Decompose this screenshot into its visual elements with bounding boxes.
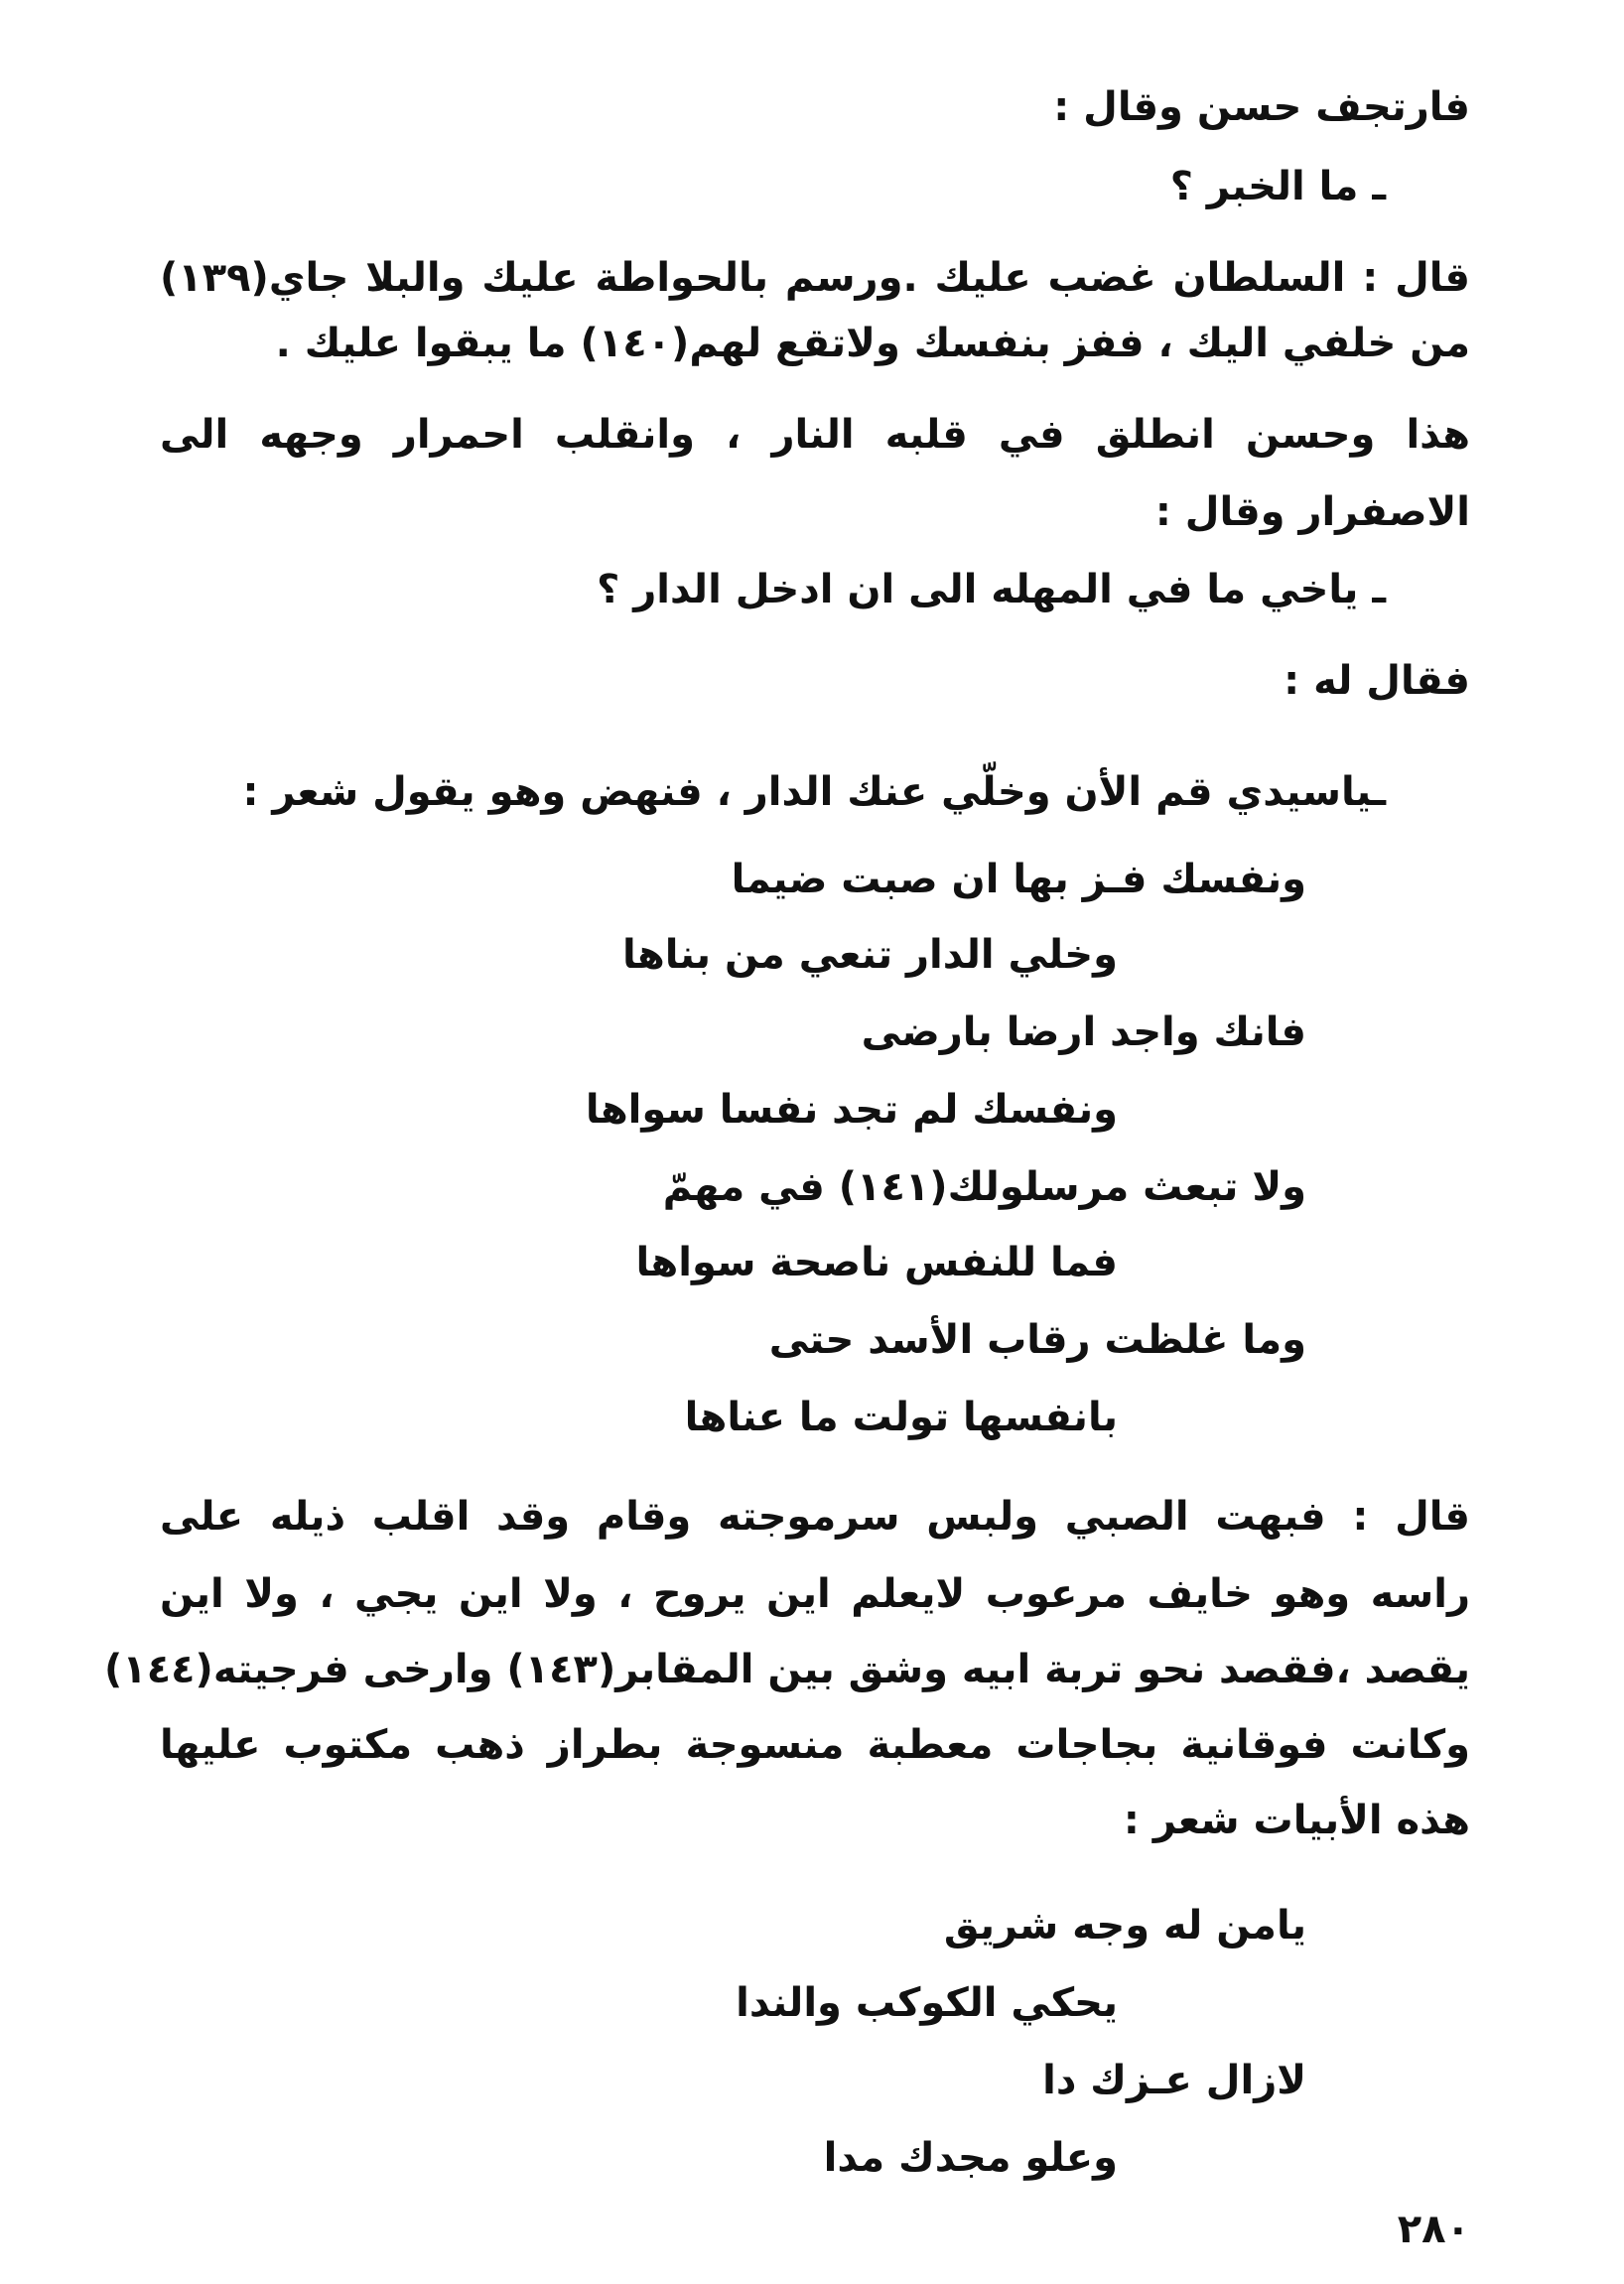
text-line: ولا تبعث مرسلولك(١٤١) في مهمّ: [662, 1164, 1306, 1210]
text-line: فانك واجد ارضا بارضى: [861, 1009, 1306, 1055]
text-line: وعلو مجدك مدا: [823, 2135, 1118, 2181]
text-line: ـياسيدي قم الأن وخلّي عنك الدار ، فنهض وهو يقول شعر :: [242, 769, 1386, 815]
text-line: يقصد ،فقصد نحو تربة ابيه وشق بين المقابر(١٤٣) وارخى فرجيته(١٤٤): [104, 1647, 1470, 1692]
text-line: هذا وحسن انطلق في قلبه النار ، وانقلب احمرار وجهه الى: [160, 412, 1470, 458]
text-line: ـ ياخي ما في المهله الى ان ادخل الدار ؟: [597, 567, 1386, 612]
text-line: يامن له وجه شريق: [943, 1903, 1306, 1948]
text-line: بانفسها تولت ما عناها: [684, 1395, 1118, 1440]
text-line: فارتجف حسن وقال :: [1053, 84, 1470, 130]
text-line: ـ ما الخبر ؟: [1169, 164, 1386, 209]
text-line: فما للنفس ناصحة سواها: [635, 1240, 1118, 1285]
text-line: الاصفرار وقال :: [1154, 489, 1470, 535]
page-number: ٢٨٠: [1397, 2207, 1470, 2252]
text-line: وكانت فوقانية بجاجات معطبة منسوجة بطراز ذهب مكتوب عليها: [160, 1722, 1470, 1768]
text-line: ونفسك فـز بها ان صبت ضيما: [731, 857, 1306, 902]
text-line: فقال له :: [1284, 658, 1470, 704]
text-line: ونفسك لم تجد نفسا سواها: [585, 1087, 1118, 1133]
text-line: وما غلظت رقاب الأسد حتى: [768, 1317, 1306, 1363]
text-line: راسه وهو خايف مرعوب لايعلم اين يروح ، ولا اين يجي ، ولا اين: [160, 1571, 1470, 1617]
text-line: من خلفي اليك ، ففز بنفسك ولاتقع لهم(١٤٠) ما يبقوا عليك .: [275, 321, 1470, 366]
text-line: وخلي الدار تنعي من بناها: [621, 932, 1118, 978]
text-line: يحكي الكوكب والندا: [736, 1980, 1118, 2026]
text-line: قال : فبهت الصبي ولبس سرموجته وقام وقد اقلب ذيله على: [160, 1494, 1470, 1540]
text-line: لازال عـزك دا: [1042, 2058, 1306, 2103]
text-line: هذه الأبيات شعر :: [1123, 1798, 1470, 1843]
text-line: قال : السلطان غضب عليك .ورسم بالحواطة عليك والبلا جاي(١٣٩): [160, 255, 1470, 301]
